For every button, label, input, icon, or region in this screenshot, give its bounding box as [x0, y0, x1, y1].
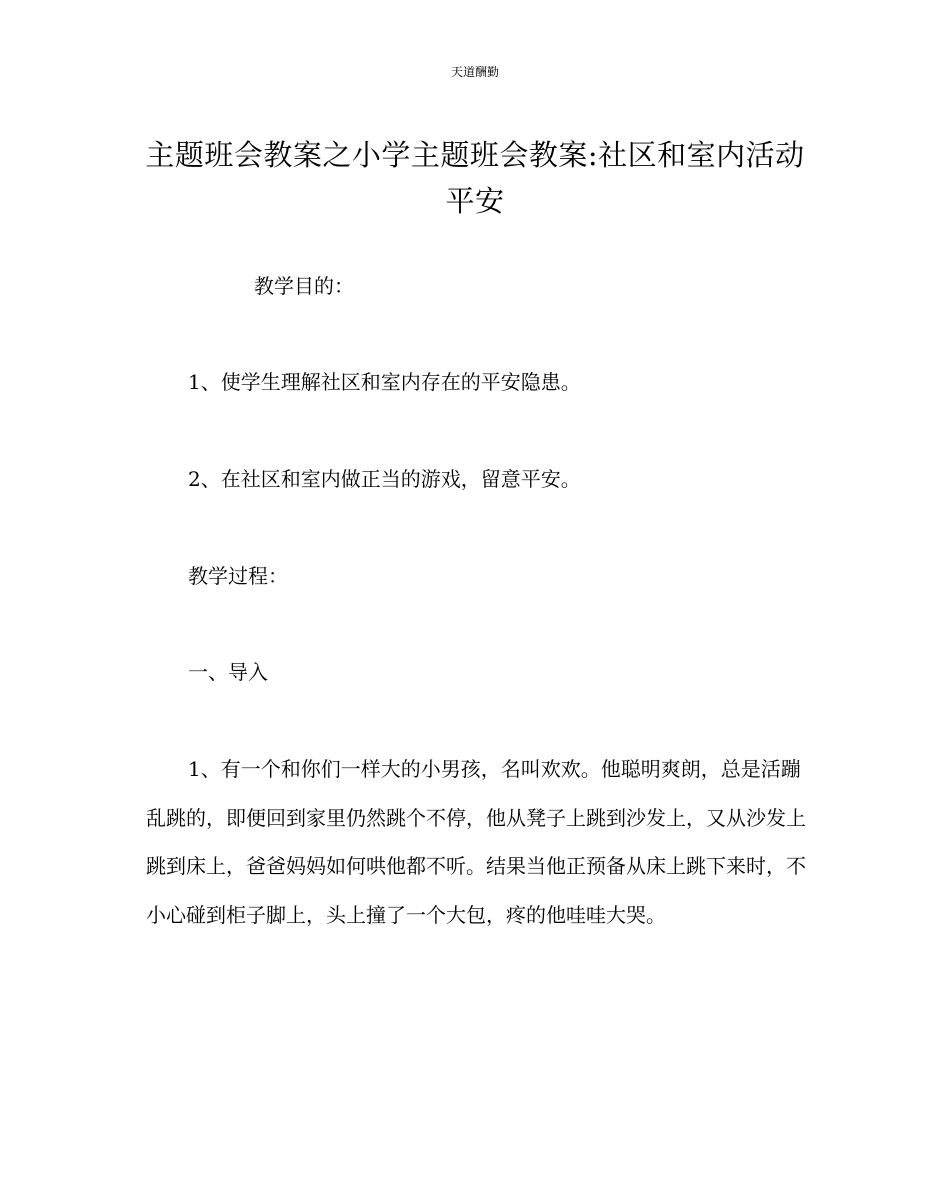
objective-item-1: 1、使学生理解社区和室内存在的平安隐患。 [188, 370, 581, 394]
section-heading-intro: 一、导入 [188, 660, 268, 684]
document-title: 主题班会教案之小学主题班会教案:社区和室内活动平安 [145, 138, 805, 218]
objective-item-2: 2、在社区和室内做正当的游戏，留意平安。 [188, 467, 581, 491]
story-paragraph: 1、有一个和你们一样大的小男孩，名叫欢欢。他聪明爽朗，总是活蹦乱跳的，即便回到家里仍然跳个不停，他从凳子上跳到沙发上，又从沙发上跳到床上，爸爸妈妈如何哄他都不听。结果当他正预备从床上跳下来时，不小心碰到柜子脚上，头上撞了一个大包，疼的他哇哇大哭。 [146, 757, 806, 927]
objectives-heading: 教学目的： [254, 274, 354, 298]
page-header: 天道酬勤 [450, 65, 499, 79]
process-heading: 教学过程： [188, 564, 288, 588]
